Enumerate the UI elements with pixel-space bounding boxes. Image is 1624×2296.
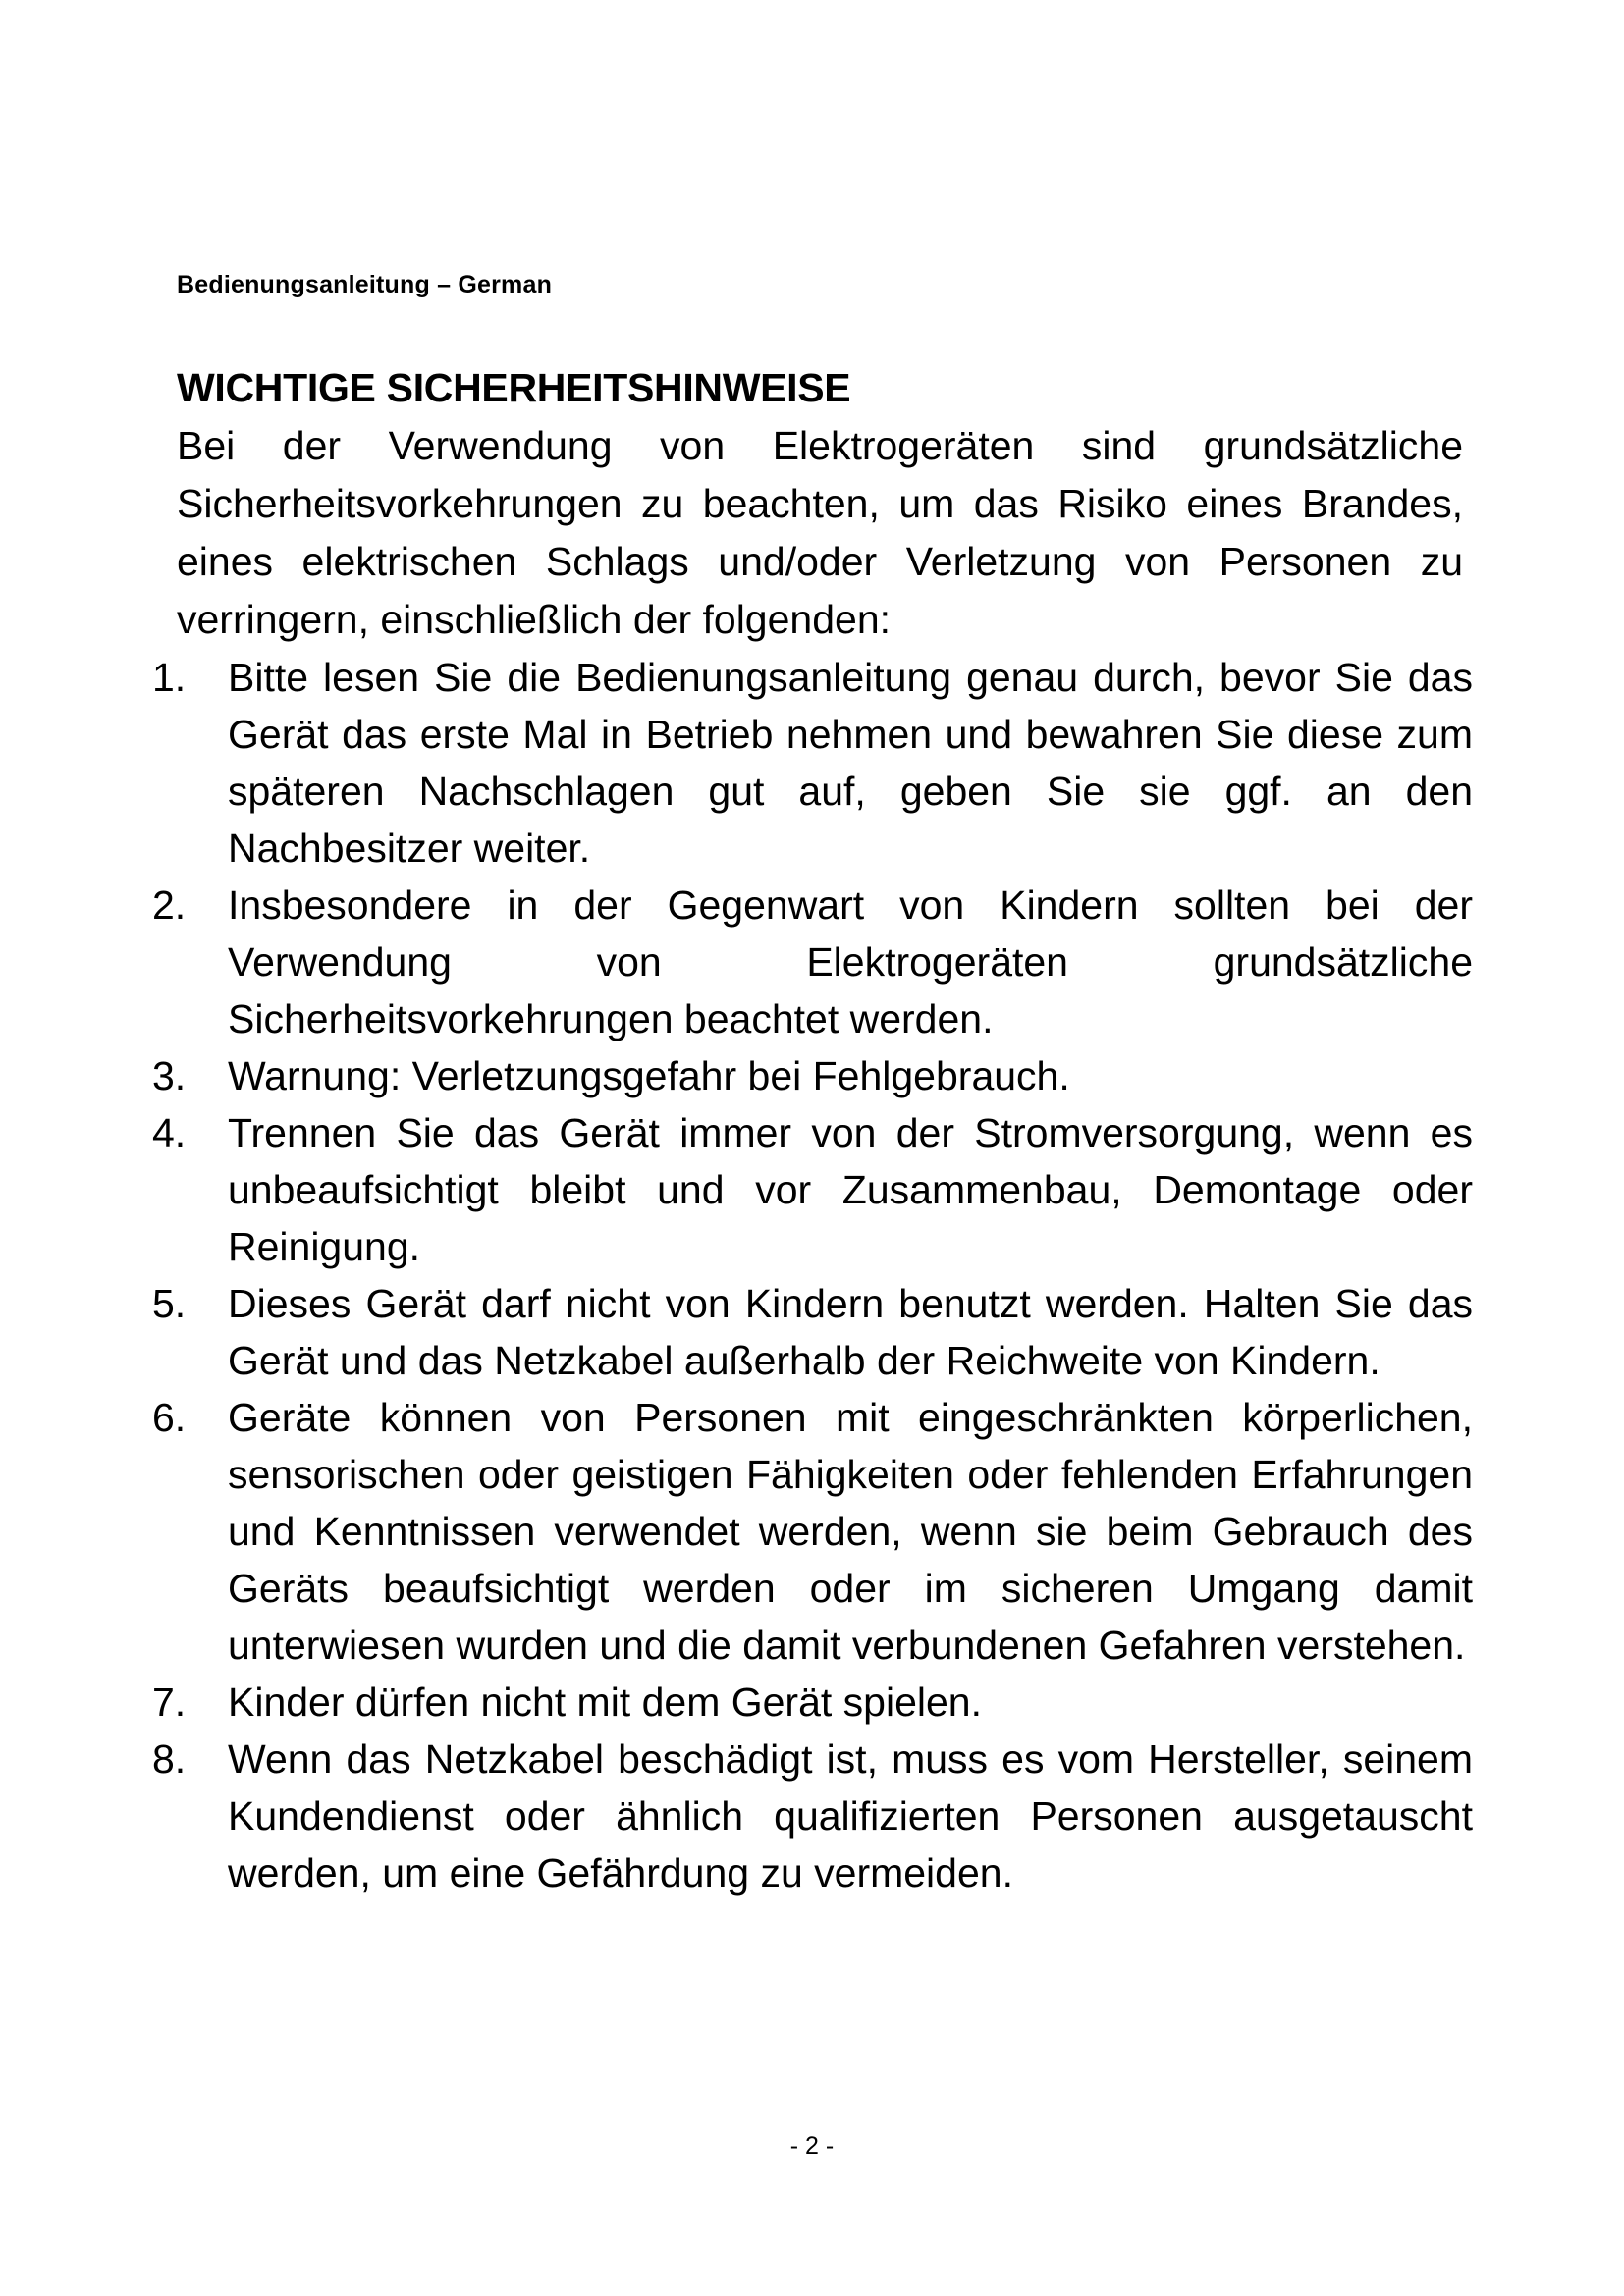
- list-item: [152, 1389, 1473, 1674]
- list-item-text: Kinder dürfen nicht mit dem Gerät spielen.: [228, 1680, 982, 1725]
- list-item: [152, 877, 1473, 1047]
- list-item-number: 6.: [152, 1395, 187, 1440]
- list-item: [152, 1104, 1473, 1275]
- section-title: WICHTIGE SICHERHEITSHINWEISE: [177, 365, 851, 410]
- list-item-number: 4.: [152, 1110, 187, 1155]
- list-item-number: 3.: [152, 1053, 187, 1098]
- list-item-number: 5.: [152, 1281, 187, 1326]
- list-item-text: Warnung: Verletzungsgefahr bei Fehlgebrauch.: [228, 1053, 1070, 1098]
- intro-paragraph: Bei der Verwendung von Elektrogeräten sind grundsätzliche Sicherheitsvorkehrungen zu beachten, um das Risiko eines Brandes, eines elektrischen Schlags und/oder Verletzung von Personen zu verringern, einschließlich der folgenden:: [177, 423, 1463, 642]
- list-item: [152, 1731, 1473, 1901]
- list-item-text: Insbesondere in der Gegenwart von Kindern sollten bei der Verwendung von Elektrogeräten grundsätzliche Sicherheitsvorkehrungen beachtet werden.: [228, 882, 1473, 1041]
- safety-section: [152, 358, 1473, 1901]
- list-item: [152, 649, 1473, 877]
- list-item-text: Bitte lesen Sie die Bedienungsanleitung genau durch, bevor Sie das Gerät das erste Mal in Betrieb nehmen und bewahren Sie diese zum späteren Nachschlagen gut auf, geben Sie sie ggf. an den Nachbesitzer weiter.: [228, 655, 1473, 871]
- list-item-text: Geräte können von Personen mit eingeschränkten körperlichen, sensorischen oder geistigen Fähigkeiten oder fehlenden Erfahrungen und Kenntnissen verwendet werden, wenn sie beim Gebrauch des Geräts beaufsichtigt werden oder im sicheren Umgang damit unterwiesen wurden und die damit verbundenen Gefahren verstehen.: [228, 1395, 1473, 1668]
- list-item: [152, 1275, 1473, 1389]
- list-item-number: 2.: [152, 882, 187, 928]
- document-header: Bedienungsanleitung – German: [177, 271, 553, 298]
- list-item-number: 7.: [152, 1680, 187, 1725]
- list-item-number: 8.: [152, 1736, 187, 1782]
- list-item-text: Trennen Sie das Gerät immer von der Stromversorgung, wenn es unbeaufsichtigt bleibt und vor Zusammenbau, Demontage oder Reinigung.: [228, 1110, 1473, 1269]
- safety-instructions-list: [152, 649, 1473, 1901]
- list-item: [152, 1047, 1473, 1104]
- list-item: [152, 1674, 1473, 1731]
- page-number: - 2 -: [789, 2132, 835, 2160]
- list-item-text: Dieses Gerät darf nicht von Kindern benutzt werden. Halten Sie das Gerät und das Netzkabel außerhalb der Reichweite von Kindern.: [228, 1281, 1473, 1383]
- list-item-number: 1.: [152, 655, 187, 700]
- list-item-text: Wenn das Netzkabel beschädigt ist, muss es vom Hersteller, seinem Kundendienst oder ähnlich qualifizierten Personen ausgetauscht werden, um eine Gefährdung zu vermeiden.: [228, 1736, 1473, 1896]
